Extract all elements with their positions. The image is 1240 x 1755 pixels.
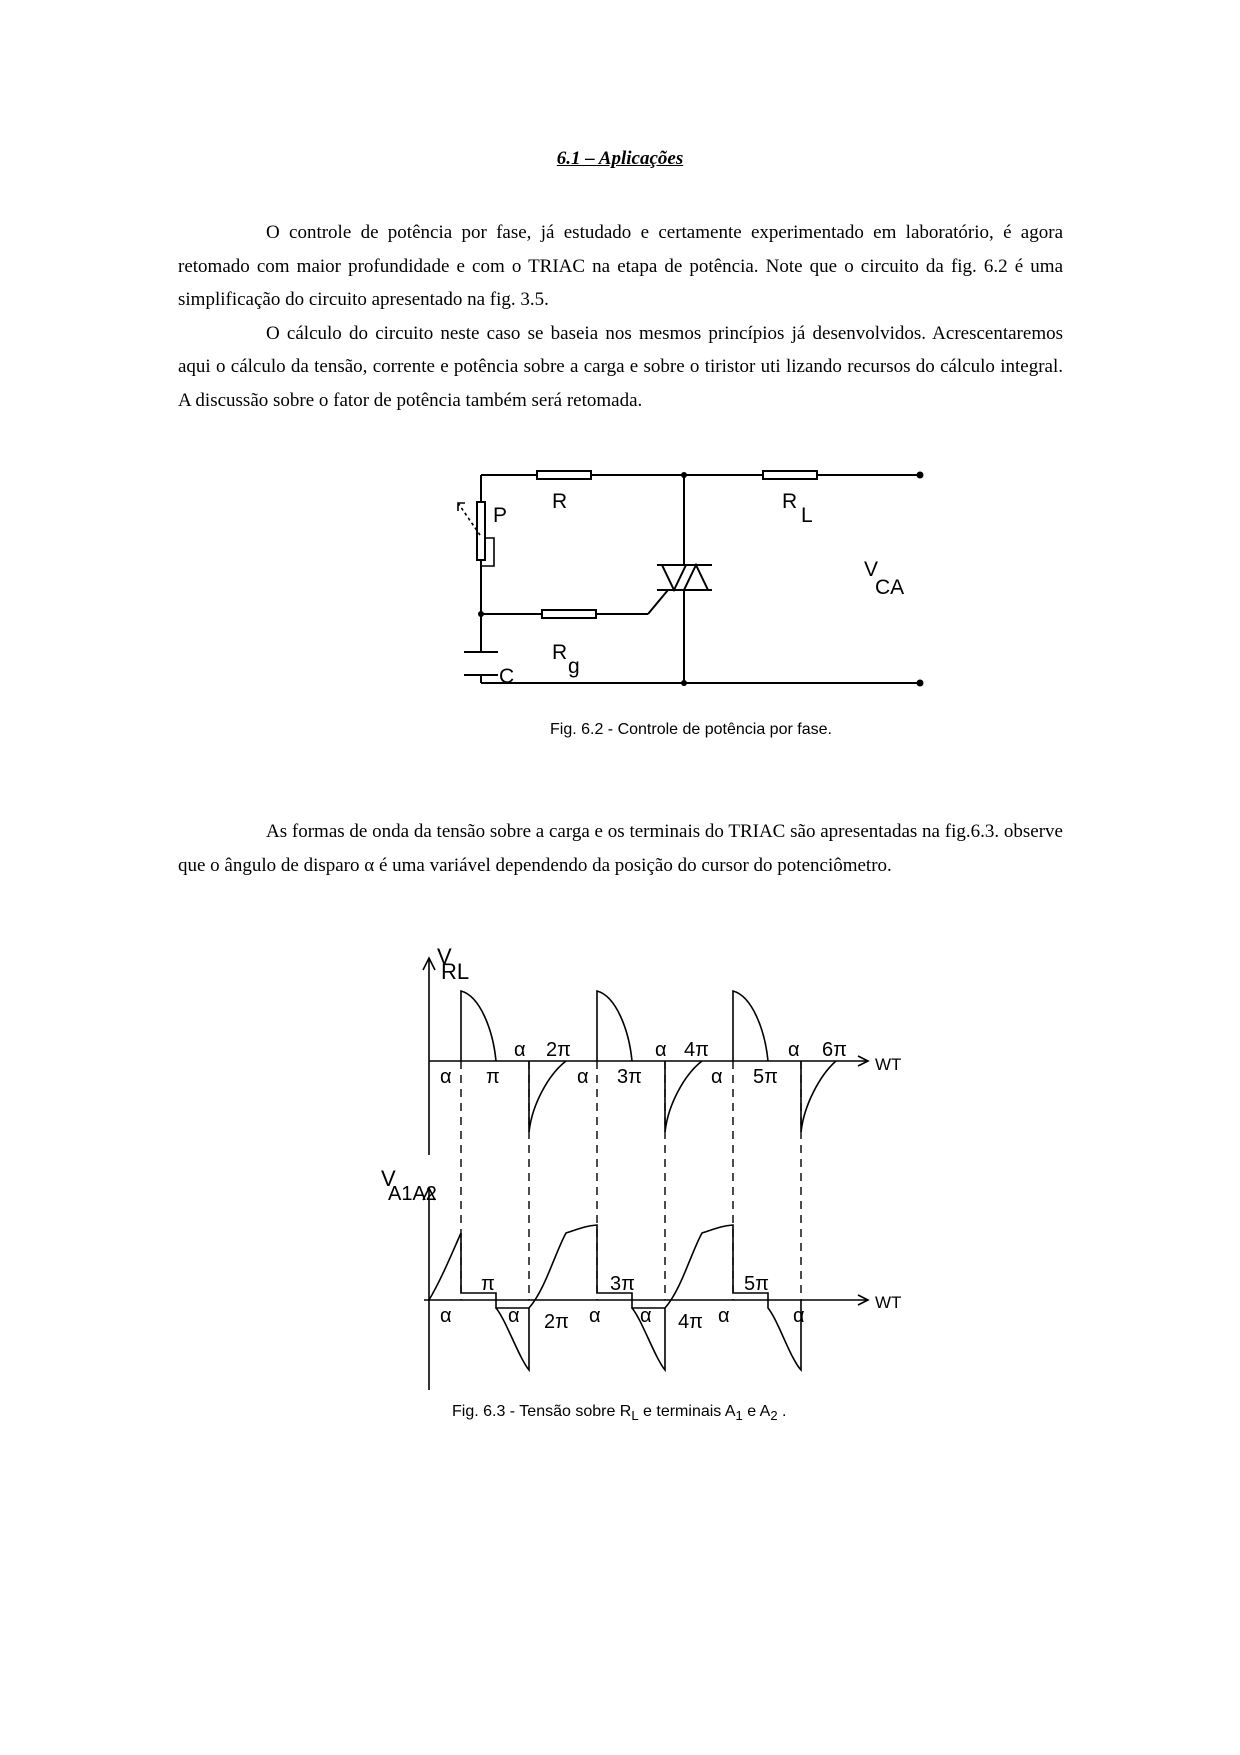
- top-label-alpha-3: α: [788, 1039, 800, 1061]
- triac-symbol: [657, 565, 712, 590]
- label-c: C: [499, 665, 515, 688]
- bottom-label-pi: π: [481, 1273, 495, 1295]
- bottom-label-alpha-4: α: [640, 1305, 652, 1327]
- top-label-4pi: 4π: [684, 1039, 709, 1061]
- top-label-3pi: 3π: [617, 1066, 642, 1088]
- caption-part-2: e terminais A: [638, 1403, 736, 1420]
- bottom-label-alpha-2: α: [508, 1305, 520, 1327]
- label-rl: R: [782, 490, 798, 513]
- figure-6-2-caption: Fig. 6.2 - Controle de potência por fase.: [550, 721, 832, 738]
- caption-part-1: Fig. 6.3 - Tensão sobre R: [452, 1403, 632, 1420]
- label-vca: V: [864, 558, 879, 581]
- intro-text: [178, 216, 1063, 417]
- resistor-r: [537, 471, 591, 479]
- bottom-label-5pi: 5π: [744, 1273, 769, 1295]
- top-label-5pi: 5π: [753, 1066, 778, 1088]
- section-title: 6.1 – Aplicações: [556, 148, 684, 169]
- bottom-label-alpha-3: α: [589, 1305, 601, 1327]
- figure-6-3-waveforms: [370, 935, 910, 1395]
- top-label-2pi: 2π: [546, 1039, 571, 1061]
- label-rg: R: [552, 641, 568, 664]
- paragraph-1: O controle de potência por fase, já estudado e certamente experimentado em laboratório, é agora retomado com maior profundidade e com o TRIAC na etapa de potência. Note que o circuito da fig. 6.2 é uma simplificação do circuito apresentado na fig. 3.5.: [178, 222, 1063, 310]
- caption-sub-1: 1: [735, 1408, 743, 1424]
- top-xlabel: WT: [875, 1055, 902, 1074]
- figure-6-3-caption: [452, 1403, 786, 1423]
- resistor-rg: [542, 610, 596, 618]
- top-ylabel-sub: RL: [441, 959, 470, 984]
- caption-part-4: .: [777, 1403, 787, 1420]
- bottom-label-alpha-5: α: [718, 1305, 730, 1327]
- caption-sub-2: 2: [770, 1408, 778, 1424]
- bottom-xlabel: WT: [875, 1293, 902, 1312]
- label-r: R: [552, 490, 568, 513]
- paragraph-3: As formas de onda da tensão sobre a carga e os terminais do TRIAC são apresentadas na fig.6.3. observe que o ângulo de disparo α é uma variável dependendo da posição do cursor do potenciômetro.: [178, 821, 1063, 876]
- figure-6-2-circuit: [440, 455, 940, 755]
- top-label-alpha-5: α: [577, 1066, 589, 1088]
- top-label-alpha-2: α: [655, 1039, 667, 1061]
- bottom-ylabel: V: [381, 1166, 396, 1191]
- top-label-alpha-6: α: [711, 1066, 723, 1088]
- caption-part-3: e A: [742, 1403, 771, 1420]
- bottom-label-4pi: 4π: [678, 1311, 703, 1333]
- top-label-alpha-1: α: [514, 1039, 526, 1061]
- bottom-ylabel-sub: A1A2: [388, 1183, 437, 1205]
- caption-sub-l: L: [631, 1408, 639, 1424]
- bottom-label-3pi: 3π: [610, 1273, 635, 1295]
- bottom-label-2pi: 2π: [544, 1311, 569, 1333]
- top-label-pi: π: [486, 1066, 500, 1088]
- bottom-label-alpha-6: α: [793, 1305, 805, 1327]
- bottom-label-alpha-1: α: [440, 1305, 452, 1327]
- top-label-alpha-4: α: [440, 1066, 452, 1088]
- label-rl-sub: L: [801, 504, 813, 527]
- waveform-text: [178, 815, 1063, 882]
- top-ylabel: V: [437, 944, 452, 969]
- label-p: P: [493, 504, 508, 527]
- top-label-6pi: 6π: [822, 1039, 847, 1061]
- label-rg-sub: g: [568, 655, 580, 678]
- paragraph-2: O cálculo do circuito neste caso se baseia nos mesmos princípios já desenvolvidos. Acrescentaremos aqui o cálculo da tensão, corrente e potência sobre a carga e sobre o tiristor uti lizando recursos do cálculo integral. A discussão sobre o fator de potência também será retomada.: [178, 322, 1063, 411]
- label-vca-sub: CA: [875, 576, 905, 599]
- potentiometer-p: [477, 502, 485, 560]
- resistor-rl: [763, 471, 817, 479]
